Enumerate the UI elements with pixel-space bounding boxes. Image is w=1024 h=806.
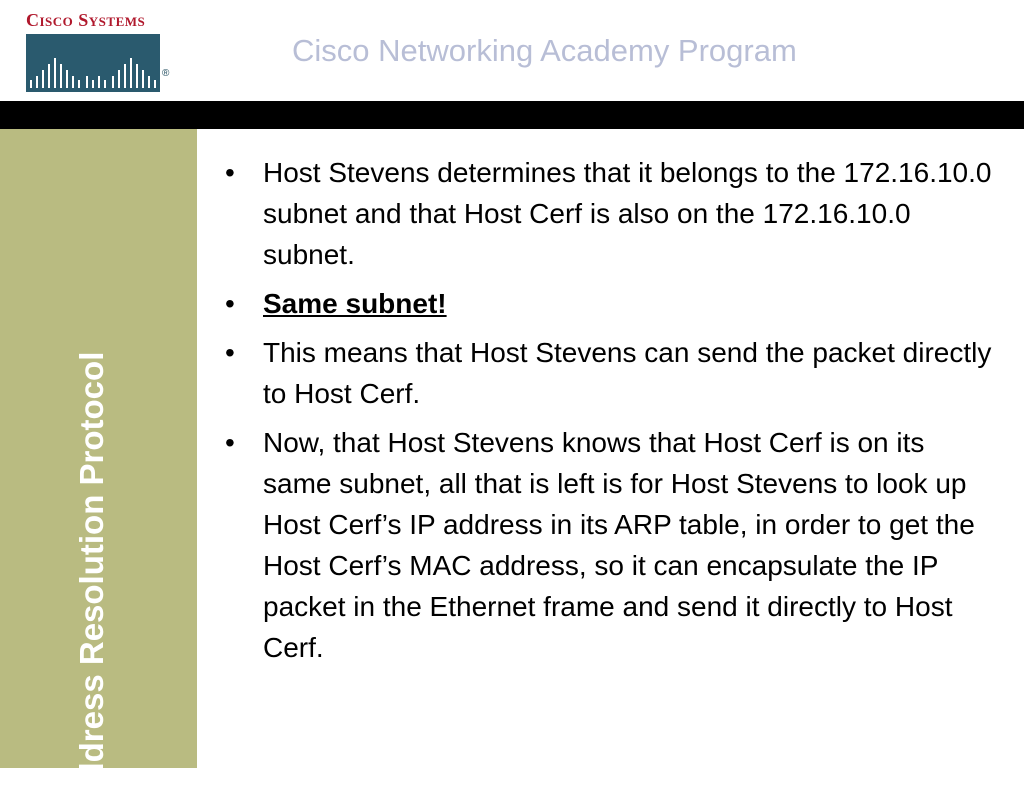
slide-header bbox=[0, 0, 1024, 101]
sidebar-panel bbox=[0, 129, 197, 806]
header-divider-bar bbox=[0, 101, 1024, 129]
sidebar-vertical-title: Address Resolution Protocol bbox=[73, 351, 110, 806]
bullet-text: This means that Host Stevens can send the packet directly to Host Cerf. bbox=[263, 337, 992, 409]
bullet-item bbox=[219, 332, 994, 414]
cisco-logo bbox=[26, 10, 172, 84]
bullet-item bbox=[219, 152, 994, 275]
logo-bridge-graphic bbox=[26, 34, 160, 92]
bullet-dot-icon: • bbox=[225, 157, 235, 188]
slide-body bbox=[219, 152, 994, 676]
bullet-dot-icon: • bbox=[225, 427, 235, 458]
bullet-dot-icon: • bbox=[225, 288, 235, 319]
logo-wordmark: Cisco Systems bbox=[26, 10, 146, 30]
bullet-list bbox=[219, 152, 994, 668]
bullet-item bbox=[219, 422, 994, 668]
bullet-item bbox=[219, 283, 994, 324]
bullet-dot-icon: • bbox=[225, 337, 235, 368]
bridge-bars-icon bbox=[26, 34, 160, 92]
bullet-text-emphasis: Same subnet! bbox=[263, 288, 447, 319]
bullet-text: Host Stevens determines that it belongs to the 172.16.10.0 subnet and that Host Cerf is also on the 172.16.10.0 subnet. bbox=[263, 157, 992, 270]
bullet-text: Now, that Host Stevens knows that Host Cerf is on its same subnet, all that is left is for Host Stevens to look up Host Cerf’s IP address in its ARP table, in order to get the Host Cerf’s MAC address, so it can encapsulate the IP packet in the Ethernet frame and send it directly to Host Cerf. bbox=[263, 427, 975, 663]
program-title: Cisco Networking Academy Program bbox=[292, 33, 797, 68]
registered-mark: ® bbox=[162, 68, 170, 79]
